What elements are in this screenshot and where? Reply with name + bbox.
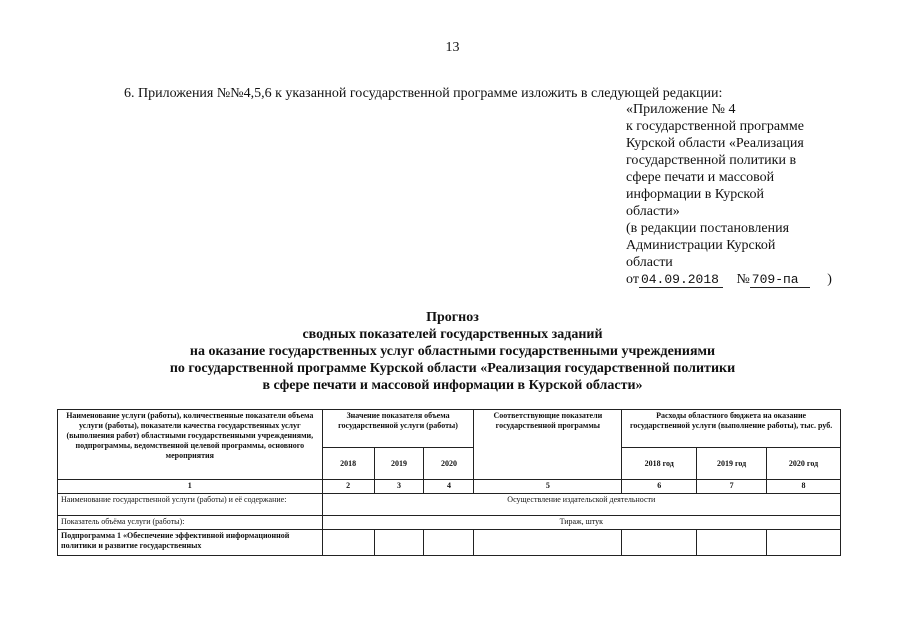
year-header: 2018: [322, 448, 374, 480]
expense-year-header: 2019 год: [697, 448, 767, 480]
empty-cell: [374, 530, 424, 556]
column-number: 6: [622, 480, 697, 494]
title-line: по государственной программе Курской области «Реализация государственной политики: [169, 361, 736, 376]
document-title: [0, 309, 905, 394]
resolution-signature-line: [626, 271, 886, 288]
empty-cell: [622, 530, 697, 556]
appendix-line: информации в Курской: [626, 187, 764, 202]
column-number: 1: [58, 480, 323, 494]
table-row: [58, 530, 841, 556]
subprogram-label: Подпрограмма 1 «Обеспечение эффективной информационной политики и развитие государственных: [58, 530, 323, 556]
appendix-line: к государственной программе: [626, 119, 804, 134]
empty-cell: [767, 530, 841, 556]
appendix-line: Администрации Курской: [626, 238, 776, 253]
expense-year-header: 2018 год: [622, 448, 697, 480]
appendix-line: «Приложение № 4: [626, 102, 736, 117]
title-line: на оказание государственных услуг областными государственными учреждениями: [189, 344, 716, 359]
column-number: 3: [374, 480, 424, 494]
resolution-number: 709-па: [750, 272, 810, 288]
table-row: [58, 516, 841, 530]
empty-cell: [697, 530, 767, 556]
row-label: Показатель объёма услуги (работы):: [58, 516, 323, 530]
row-value: Осуществление издательской деятельности: [322, 494, 840, 516]
column-number: 8: [767, 480, 841, 494]
appendix-line: области: [626, 255, 673, 270]
column-number: 4: [424, 480, 474, 494]
column-number: 5: [474, 480, 622, 494]
row-value: Тираж, штук: [322, 516, 840, 530]
number-label: №: [736, 272, 750, 287]
resolution-date: 04.09.2018: [639, 272, 723, 288]
appendix-header: [626, 101, 886, 288]
empty-cell: [474, 530, 622, 556]
header-program-indicators: Соответствующие показатели государственной программы: [474, 410, 622, 480]
column-number: 2: [322, 480, 374, 494]
closing-paren: ): [827, 272, 832, 287]
appendix-line: (в редакции постановления: [626, 221, 790, 236]
appendix-line: сфере печати и массовой: [626, 170, 775, 185]
year-header: 2020: [424, 448, 474, 480]
appendix-line: Курской области «Реализация: [626, 136, 804, 151]
title-line: сводных показателей государственных заданий: [302, 327, 603, 342]
appendix-line: области»: [626, 204, 680, 219]
year-header: 2019: [374, 448, 424, 480]
empty-cell: [424, 530, 474, 556]
empty-cell: [322, 530, 374, 556]
header-volume-values: Значение показателя объема государственной услуги (работы): [322, 410, 474, 448]
from-label: от: [626, 272, 639, 287]
appendix-line: государственной политики в: [626, 153, 797, 168]
table-row: [58, 494, 841, 516]
header-service-name: Наименование услуги (работы), количественные показатели объема услуги (работы), показатели качества государственных услуг (выполнения работ) областными государственными учреждениями, подпрограммы, ведомственной целевой программы, основного мероприятия: [58, 410, 323, 480]
row-label: Наименование государственной услуги (работы) и её содержание:: [58, 494, 323, 516]
header-budget-expenses: Расходы областного бюджета на оказание государственной услуги (выполнение работы), тыс. руб.: [622, 410, 841, 448]
title-line: Прогноз: [426, 310, 479, 325]
forecast-table: [57, 409, 841, 556]
page-number: 13: [445, 40, 460, 55]
expense-year-header: 2020 год: [767, 448, 841, 480]
amendment-paragraph: 6. Приложения №№4,5,6 к указанной государственной программе изложить в следующей редакции:: [124, 86, 723, 101]
title-line: в сфере печати и массовой информации в Курской области»: [262, 378, 643, 393]
column-number: 7: [697, 480, 767, 494]
